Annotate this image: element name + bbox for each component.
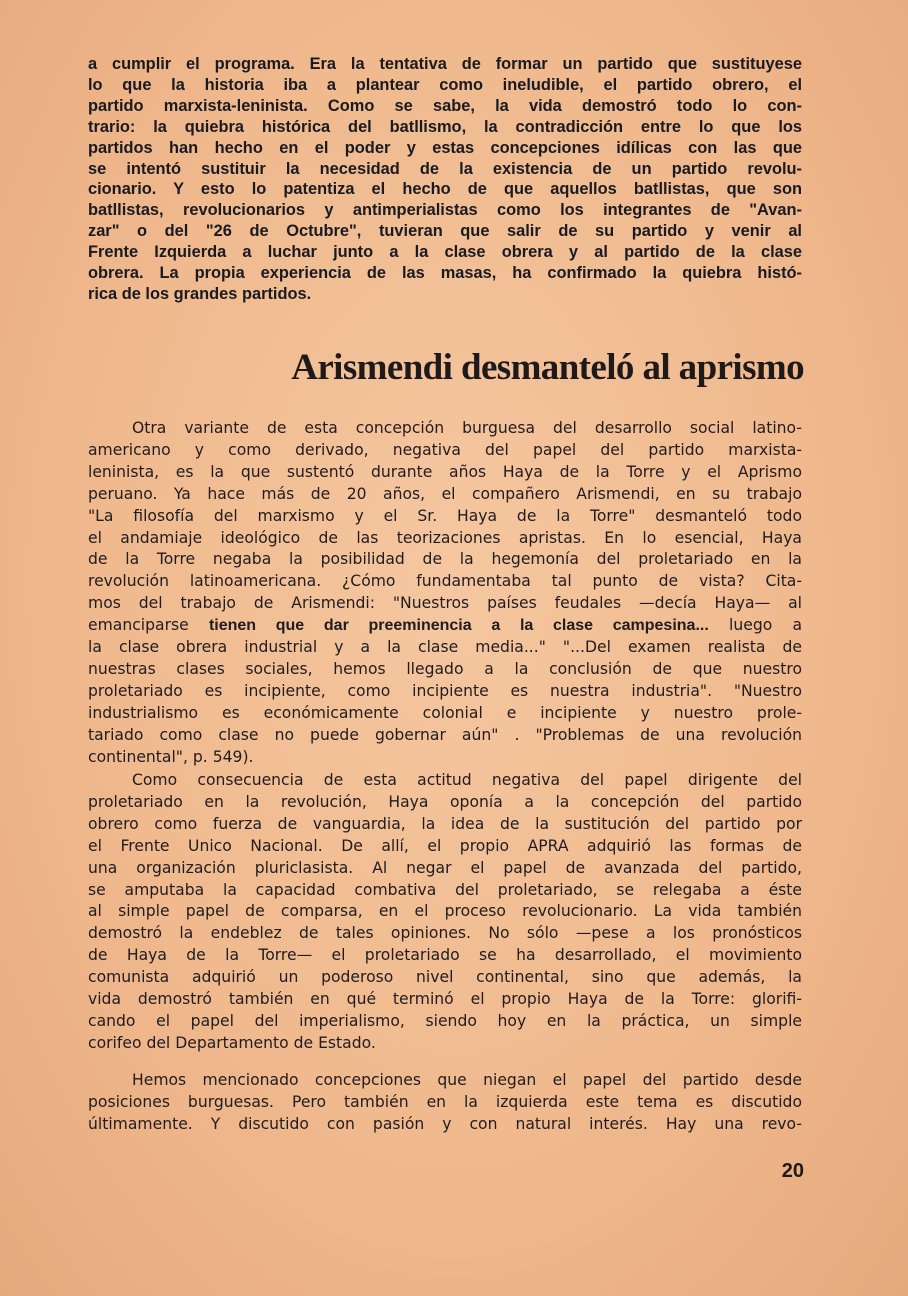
paragraph-line: revolución latinoamericana. ¿Cómo fundamentaba tal punto de vista? Cita- [88, 572, 802, 591]
page-number: 20 [781, 1160, 804, 1182]
intro-line: obrera. La propia experiencia de las masas, ha confirmado la quiebra histó- [88, 264, 802, 283]
paragraph-line: continental", p. 549). [88, 747, 254, 766]
paragraph-line: Otra variante de esta concepción burguesa del desarrollo social latino- [132, 419, 802, 437]
paragraph-line: una organización pluriclasista. Al negar el papel de avanzada del partido, [88, 858, 802, 877]
paragraph-line: al simple papel de comparsa, en el proceso revolucionario. La vida también [88, 902, 802, 921]
intro-line: trario: la quiebra histórica del batllismo, la contradicción entre lo que los [88, 117, 802, 136]
paragraph-line: "La filosofía del marxismo y el Sr. Haya de la Torre" desmanteló todo [88, 506, 802, 525]
intro-line: lo que la historia iba a plantear como ineludible, el partido obrero, el [88, 75, 802, 94]
paragraph-line: mos del trabajo de Arismendi: "Nuestros países feudales —decía Haya— al [88, 594, 802, 613]
intro-line: cionario. Y esto lo patentiza el hecho de que aquellos batllistas, que son [88, 180, 802, 199]
intro-line: zar" o del "26 de Octubre", tuvieran que salir de su partido y venir al [88, 222, 802, 241]
paragraph-haya-aprismo [88, 418, 802, 769]
paragraph-consecuencia [88, 770, 802, 1055]
intro-line: partido marxista-leninista. Como se sabe, la vida demostró todo lo con- [88, 96, 802, 115]
line-text: luego a [708, 616, 803, 635]
paragraph-line: Hemos mencionado concepciones que niegan el papel del partido desde [132, 1071, 802, 1089]
line-text: emanciparse [88, 616, 209, 635]
paragraph-line: obrero como fuerza de vanguardia, la idea de la sustitución del partido por [88, 814, 802, 833]
paragraph-line: de la Torre negaba la posibilidad de la hegemonía del proletariado en la [88, 550, 802, 569]
intro-line: a cumplir el programa. Era la tentativa de formar un partido que sustituyese [88, 55, 802, 73]
emphasis-text: tienen que dar preeminencia a la clase campesina... [208, 617, 709, 635]
intro-line: Frente Izquierda a luchar junto a la clase obrera y al partido de la clase [88, 243, 802, 262]
paragraph-line: la clase obrera industrial y a la clase media..." "...Del examen realista de [88, 638, 802, 657]
paragraph-line: americano y como derivado, negativa del papel del partido marxista- [88, 440, 802, 459]
paragraph-line: corifeo del Departamento de Estado. [88, 1033, 376, 1052]
paragraph-line: posiciones burguesas. Pero también en la izquierda este tema es discutido [88, 1092, 802, 1111]
paragraph-line: leninista, es la que sustentó durante años Haya de la Torre y el Aprismo [88, 462, 802, 481]
intro-line: partidos han hecho en el poder y estas concepciones idílicas con las que [88, 138, 802, 157]
paragraph-line: últimamente. Y discutido con pasión y con natural interés. Hay una revo- [88, 1114, 802, 1133]
paragraph-line: de Haya de la Torre— el proletariado se ha desarrollado, el movimiento [88, 946, 802, 965]
paragraph-line: demostró la endeblez de tales opiniones. No sólo —pese a los pronósticos [88, 924, 802, 943]
paragraph-line: comunista adquirió un poderoso nivel continental, sino que además, la [88, 968, 802, 987]
paragraph-line: cando el papel del imperialismo, siendo hoy en la práctica, un simple [88, 1011, 802, 1030]
paragraph-line-emphasis [88, 615, 802, 637]
paragraph-line: vida demostró también en qué terminó el propio Haya de la Torre: glorifi- [88, 990, 802, 1009]
paragraph-line: proletariado en la revolución, Haya oponía a la concepción del partido [88, 792, 802, 811]
paragraph-line: Como consecuencia de esta actitud negativa del papel dirigente del [132, 771, 802, 789]
paragraph-line: nuestras clases sociales, hemos llegado a la conclusión de que nuestro [88, 659, 802, 678]
paragraph-line: proletariado es incipiente, como incipiente es nuestra industria". "Nuestro [88, 681, 802, 700]
paragraph-izquierda [88, 1070, 802, 1136]
paragraph-line: el andamiaje ideológico de las teorizaciones apristas. En lo esencial, Haya [88, 528, 802, 547]
paragraph-line: peruano. Ya hace más de 20 años, el compañero Arismendi, en su trabajo [88, 484, 802, 503]
intro-line: se intentó sustituir la necesidad de la existencia de un partido revolu- [88, 159, 802, 178]
intro-line: batllistas, revolucionarios y antimperialistas como los integrantes de "Avan- [88, 201, 802, 220]
paragraph-line: tariado como clase no puede gobernar aún" . "Problemas de una revolución [88, 725, 802, 744]
paragraph-line: industrialismo es económicamente colonial e incipiente y nuestro prole- [88, 703, 802, 722]
intro-line: rica de los grandes partidos. [88, 284, 312, 303]
section-heading: Arismendi desmanteló al aprismo [291, 347, 804, 388]
paragraph-line: se amputaba la capacidad combativa del proletariado, se relegaba a éste [88, 880, 802, 899]
intro-paragraph [88, 54, 802, 305]
paragraph-line: el Frente Unico Nacional. De allí, el propio APRA adquirió las formas de [88, 836, 802, 855]
